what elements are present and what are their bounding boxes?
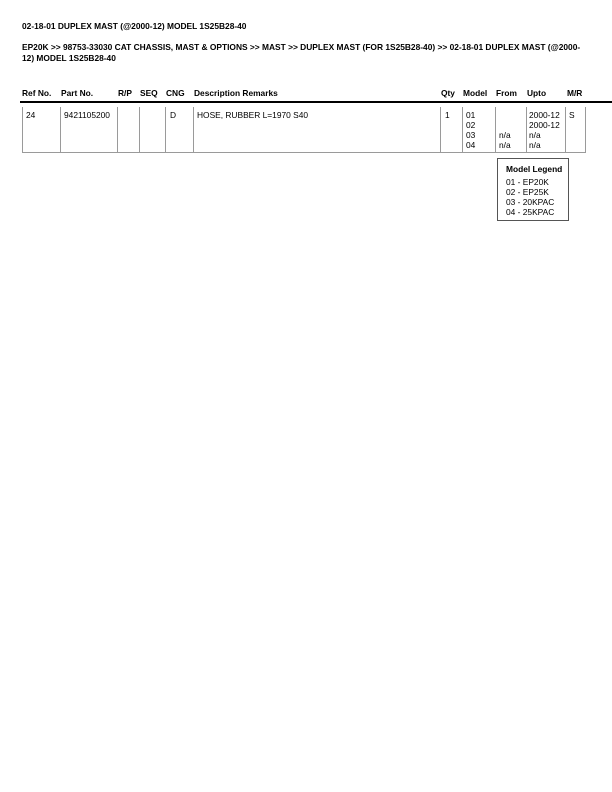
header-description: Description Remarks [194, 88, 278, 98]
header-ref-no: Ref No. [22, 88, 52, 98]
from-value [499, 120, 511, 130]
from-value: n/a [499, 130, 511, 140]
upto-value: n/a [529, 130, 541, 140]
model-code: 02 [466, 120, 476, 130]
page-title: 02-18-01 DUPLEX MAST (@2000-12) MODEL 1S25B28-40 [22, 21, 247, 31]
header-rp: R/P [118, 88, 132, 98]
model-code: 01 [466, 110, 476, 120]
from-value [499, 110, 511, 120]
model-code: 04 [466, 140, 476, 150]
cell-description: HOSE, RUBBER L=1970 S40 [197, 110, 309, 120]
header-mr: M/R [567, 88, 583, 98]
header-cng: CNG [166, 88, 185, 98]
legend-item: 02 - EP25K [506, 187, 549, 197]
cell-border [440, 107, 463, 153]
legend-item: 01 - EP20K [506, 177, 549, 187]
legend-item: 04 - 25KPAC [506, 207, 555, 217]
cell-mr: S [569, 110, 575, 120]
cell-qty: 1 [445, 110, 450, 120]
cell-part-no: 9421105200 [64, 110, 110, 120]
header-seq: SEQ [140, 88, 158, 98]
legend-title: Model Legend [506, 164, 563, 174]
cell-border [117, 107, 140, 153]
legend-item: 03 - 20KPAC [506, 197, 555, 207]
cell-border [139, 107, 166, 153]
upto-value: 2000-12 [529, 110, 560, 120]
header-part-no: Part No. [61, 88, 94, 98]
upto-value: n/a [529, 140, 541, 150]
cell-models [466, 110, 475, 150]
header-rule [20, 101, 612, 103]
cell-upto [529, 110, 560, 150]
header-from: From [496, 88, 517, 98]
header-qty: Qty [441, 88, 455, 98]
cell-ref-no: 24 [26, 110, 36, 120]
model-legend [497, 158, 569, 221]
header-upto: Upto [527, 88, 547, 98]
model-code: 03 [466, 130, 476, 140]
cell-cng: D [170, 110, 177, 120]
upto-value: 2000-12 [529, 120, 560, 130]
header-model: Model [463, 88, 488, 98]
breadcrumb: EP20K >> 98753-33030 CAT CHASSIS, MAST & OPTIONS >> MAST >> DUPLEX MAST (FOR 1S25B28-40) >> 02-18-01 DUPLEX MAST (@2000-12) MODEL 1S25B28-40 [22, 42, 581, 63]
cell-from [499, 110, 511, 150]
from-value: n/a [499, 140, 511, 150]
